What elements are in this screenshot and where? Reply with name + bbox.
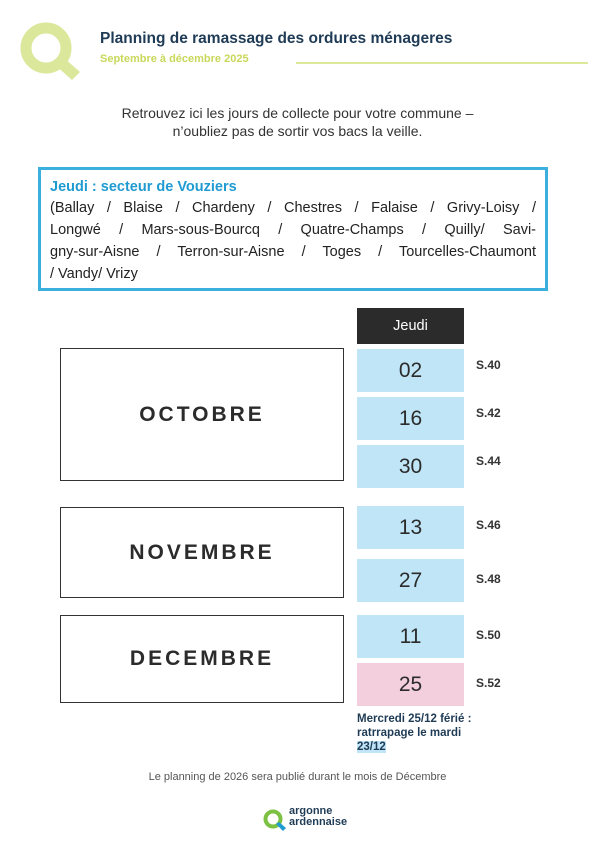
intro-text (60, 104, 535, 140)
commune-list-line: (Ballay / Blaise / Chardeny / Chestres / Falaise / Grivy-Loisy / (50, 200, 536, 216)
week-label: S.50 (476, 628, 501, 642)
week-label: S.44 (476, 454, 501, 468)
month-november (60, 507, 344, 598)
page-title: Planning de ramassage des ordures ménageres (100, 30, 453, 47)
intro-line: n’oubliez pas de sortir vos bacs la veille. (172, 123, 423, 139)
commune-list-line: gny-sur-Aisne / Terron-sur-Aisne / Toges / Tourcelles-Chaumont (50, 244, 536, 260)
holiday-note (357, 712, 517, 754)
holiday-note-line: ratrrapage le mardi (357, 727, 462, 739)
intro-line: Retrouvez ici les jours de collecte pour votre commune – (121, 105, 474, 121)
week-label: S.40 (476, 358, 501, 372)
brand-line: ardennaise (289, 816, 348, 828)
holiday-date-cell: 25 (357, 663, 464, 706)
holiday-note-date: 23/12 (357, 741, 386, 753)
month-label: OCTOBRE (139, 402, 265, 426)
month-label: DECEMBRE (129, 647, 275, 670)
date-cell: 13 (357, 506, 464, 549)
brand-line: argonne (289, 805, 333, 817)
subtitle-divider (296, 62, 588, 64)
month-october (60, 348, 344, 481)
community-logo-icon (20, 22, 90, 84)
date-cell: 16 (357, 397, 464, 440)
commune-list-line: Longwé / Mars-sous-Bourcq / Quatre-Champs / Quilly/ Savi- (50, 222, 536, 238)
holiday-note-line: Mercredi 25/12 férié : (357, 713, 472, 725)
week-label: S.42 (476, 406, 501, 420)
week-label: S.46 (476, 518, 501, 532)
date-cell: 27 (357, 559, 464, 602)
month-label: NOVEMBRE (129, 540, 275, 564)
week-label: S.52 (476, 676, 501, 690)
day-column-header: Jeudi (357, 308, 464, 344)
date-cell: 30 (357, 445, 464, 488)
sector-box (38, 167, 548, 291)
commune-list-line: / Vandy/ Vrizy (50, 266, 138, 282)
sector-title: Jeudi : secteur de Vouziers (50, 179, 237, 195)
date-cell: 11 (357, 615, 464, 658)
date-cell: 02 (357, 349, 464, 392)
month-december (60, 615, 344, 703)
week-label: S.48 (476, 572, 501, 586)
brand-logo (262, 803, 352, 839)
brand-mark-icon (262, 807, 288, 833)
brand-name (289, 806, 347, 828)
footer-note: Le planning de 2026 sera publié durant le mois de Décembre (148, 771, 447, 783)
period-subtitle: Septembre à décembre 2025 (100, 53, 249, 65)
